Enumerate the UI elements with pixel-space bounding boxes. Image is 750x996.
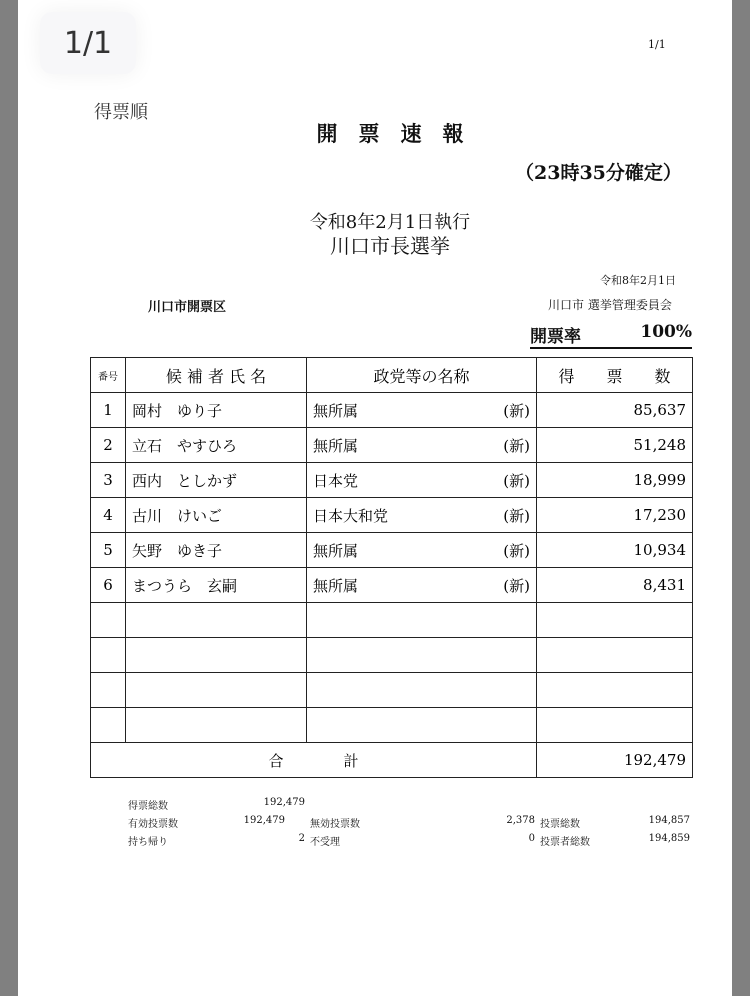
header-votes: 得 票 数 [537,358,693,393]
table-row [91,393,693,428]
candidate-no: 5 [91,533,126,568]
party-cell [307,428,537,463]
empty-row [91,708,693,743]
header-party: 政党等の名称 [307,358,537,393]
summary-value: 2 [298,833,305,844]
date-line: 令和8年2月1日執行 [309,212,471,233]
table-row [91,463,693,498]
candidate-no: 3 [91,463,126,498]
summary-value: 192,479 [263,797,305,808]
election-name: 川口市長選挙 [330,234,450,258]
summary-value: 194,857 [648,815,690,826]
confirmed-time: （23時35分確定） [515,162,682,184]
candidate-name: まつうら 玄嗣 [126,568,307,603]
committee: 川口市 選挙管理委員会 [548,298,672,312]
party-name: 無所属 [313,541,359,560]
candidate-no: 1 [91,393,126,428]
district: 川口市開票区 [148,300,227,315]
issue-date: 令和8年2月1日 [600,274,676,287]
new-tag: (新) [503,471,530,490]
candidate-name: 西内 としかず [126,463,307,498]
rate-value: 100% [640,322,692,342]
candidate-name: 矢野 ゆき子 [126,533,307,568]
summary-label: 得票総数 [128,801,168,812]
party-cell [307,568,537,603]
summary-label: 投票者総数 [540,837,590,848]
table-row [91,533,693,568]
summary-value: 192,479 [243,815,285,826]
party-name: 無所属 [313,436,359,455]
party-cell [307,393,537,428]
summary-value: 0 [528,833,535,844]
summary-label: 不受理 [310,837,340,848]
summary-label: 投票総数 [540,819,580,830]
total-label: 合 計 [91,743,537,778]
summary-label: 持ち帰り [128,837,168,848]
party-name: 日本党 [313,471,359,490]
vote-count: 10,934 [537,533,693,568]
sort-label: 得票順 [94,102,148,123]
vote-count: 18,999 [537,463,693,498]
page-number: 1/1 [648,38,666,51]
candidate-name: 立石 やすひろ [126,428,307,463]
candidate-no: 6 [91,568,126,603]
page-indicator: 1/1 [40,12,136,74]
summary-label: 無効投票数 [310,819,360,830]
empty-row [91,638,693,673]
vote-count: 85,637 [537,393,693,428]
candidate-name: 岡村 ゆり子 [126,393,307,428]
party-cell [307,498,537,533]
summary-label: 有効投票数 [128,819,178,830]
candidate-no: 2 [91,428,126,463]
table-header [91,358,693,393]
new-tag: (新) [503,401,530,420]
total-row [91,743,693,778]
party-name: 日本大和党 [313,506,389,525]
summary-value: 194,859 [648,833,690,844]
header-name: 候 補 者 氏 名 [126,358,307,393]
empty-row [91,603,693,638]
table-row [91,498,693,533]
candidate-name: 古川 けいご [126,498,307,533]
empty-row [91,673,693,708]
new-tag: (新) [503,436,530,455]
header-no: 番号 [91,358,126,393]
party-name: 無所属 [313,576,359,595]
counting-rate [530,322,692,349]
rate-label: 開票率 [530,327,581,347]
vote-count: 51,248 [537,428,693,463]
total-value: 192,479 [537,743,693,778]
summary-value: 2,378 [506,815,535,826]
document-title: 開 票 速 報 [316,121,464,146]
vote-count: 8,431 [537,568,693,603]
party-name: 無所属 [313,401,359,420]
candidate-no: 4 [91,498,126,533]
results-table [90,357,693,778]
new-tag: (新) [503,541,530,560]
party-cell [307,463,537,498]
table-row [91,428,693,463]
party-cell [307,533,537,568]
new-tag: (新) [503,506,530,525]
new-tag: (新) [503,576,530,595]
table-row [91,568,693,603]
vote-count: 17,230 [537,498,693,533]
